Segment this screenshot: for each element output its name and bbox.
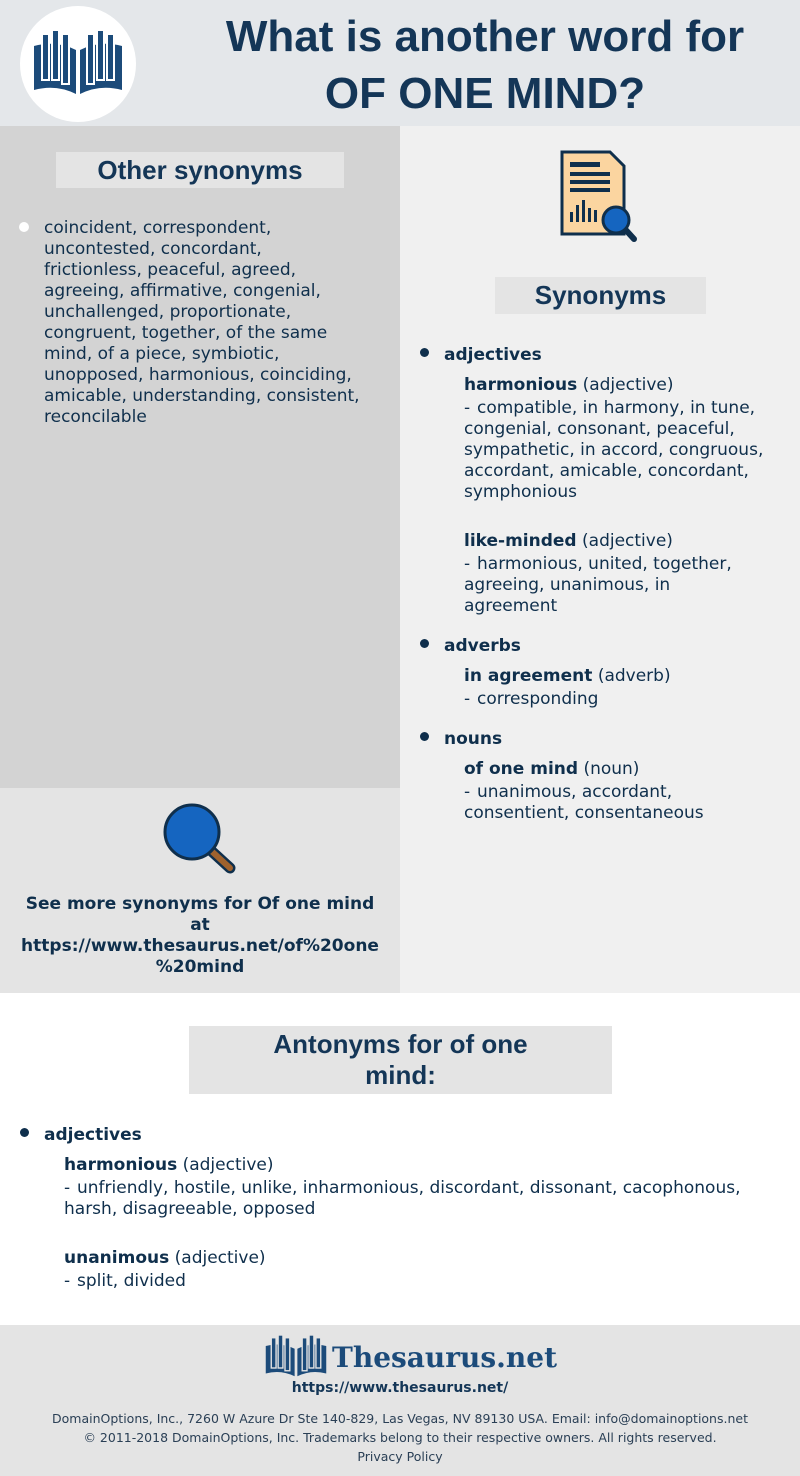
antonym-line: split, divided bbox=[77, 1271, 186, 1291]
antonym-entry bbox=[64, 1155, 274, 1176]
synonym-line: consentient, consentaneous bbox=[464, 803, 704, 823]
other-synonyms-line: mind, of a piece, symbiotic, bbox=[44, 344, 280, 364]
bullet-icon bbox=[20, 1128, 29, 1137]
entry-word[interactable]: harmonious bbox=[64, 1155, 178, 1175]
entry-type: (adjective) bbox=[182, 1155, 274, 1175]
synonym-line: compatible, in harmony, in tune, bbox=[477, 398, 756, 418]
footer-brand[interactable]: Thesaurus.net bbox=[332, 1341, 557, 1374]
synonym-line: corresponding bbox=[477, 689, 599, 709]
entry-type: (adjective) bbox=[582, 531, 673, 551]
site-logo[interactable] bbox=[20, 6, 136, 122]
see-more-line: See more synonyms for Of one mind bbox=[25, 894, 375, 914]
page-title bbox=[180, 8, 790, 122]
antonym-line: unfriendly, hostile, unlike, inharmonious, discordant, dissonant, cacophonous, bbox=[77, 1178, 741, 1198]
other-synonyms-line: frictionless, peaceful, agreed, bbox=[44, 260, 297, 280]
see-more-line: https://www.thesaurus.net/of%20one bbox=[21, 936, 379, 956]
entry-type: (adverb) bbox=[597, 666, 671, 686]
synonym-list: - unanimous, accordant, consentient, consentaneous bbox=[464, 782, 794, 824]
page-title-line2: OF ONE MIND? bbox=[324, 69, 646, 118]
other-synonyms-panel bbox=[0, 126, 400, 788]
see-more-line: at bbox=[190, 915, 210, 935]
antonym-list: - unfriendly, hostile, unlike, inharmonious, discordant, dissonant, cacophonous, harsh, disagreeable, opposed bbox=[64, 1178, 784, 1220]
entry-type: (adjective) bbox=[174, 1248, 266, 1268]
bullet-icon bbox=[19, 222, 29, 232]
page-header bbox=[0, 0, 800, 126]
page-footer bbox=[0, 1325, 800, 1476]
other-synonyms-line: uncontested, concordant, bbox=[44, 239, 262, 259]
privacy-policy-link[interactable]: Privacy Policy bbox=[357, 1449, 443, 1464]
book-logo-icon bbox=[264, 1335, 328, 1379]
entry-word[interactable]: of one mind bbox=[464, 759, 579, 779]
antonyms-heading bbox=[189, 1026, 612, 1094]
synonym-entry bbox=[464, 375, 674, 396]
synonym-line: sympathetic, in accord, congruous, bbox=[464, 440, 764, 460]
antonym-list: - split, divided bbox=[64, 1271, 186, 1291]
entry-word[interactable]: harmonious bbox=[464, 375, 578, 395]
synonym-line: agreeing, unanimous, in bbox=[464, 575, 671, 595]
entry-type: (noun) bbox=[583, 759, 640, 779]
bullet-icon bbox=[420, 732, 429, 741]
other-synonyms-line: unopposed, harmonious, coinciding, bbox=[44, 365, 352, 385]
synonym-list: - harmonious, united, together, agreeing, unanimous, in agreement bbox=[464, 554, 794, 617]
pos-label: adverbs bbox=[444, 636, 521, 656]
synonym-list: - corresponding bbox=[464, 689, 599, 709]
antonym-entry bbox=[64, 1248, 266, 1269]
other-synonyms-line: reconcilable bbox=[44, 407, 147, 427]
magnifier-icon bbox=[162, 802, 238, 874]
pos-label: adjectives bbox=[44, 1125, 142, 1145]
other-synonyms-line: agreeing, affirmative, congenial, bbox=[44, 281, 321, 301]
footer-address: DomainOptions, Inc., 7260 W Azure Dr Ste 140-829, Las Vegas, NV 89130 USA. Email: info@domainoptions.net bbox=[52, 1411, 748, 1426]
synonyms-panel bbox=[400, 126, 800, 993]
synonyms-heading: Synonyms bbox=[495, 277, 706, 314]
pos-label: nouns bbox=[444, 729, 503, 749]
pos-label: adjectives bbox=[444, 345, 542, 365]
bullet-icon bbox=[420, 348, 429, 357]
other-synonyms-line: amicable, understanding, consistent, bbox=[44, 386, 360, 406]
other-synonyms-line: congruent, together, of the same bbox=[44, 323, 328, 343]
other-synonyms-line: coincident, correspondent, bbox=[44, 218, 272, 238]
bullet-icon bbox=[420, 639, 429, 648]
synonym-line: accordant, amicable, concordant, bbox=[464, 461, 749, 481]
see-more-link[interactable] bbox=[18, 894, 382, 978]
synonym-line: unanimous, accordant, bbox=[477, 782, 673, 802]
other-synonyms-line: unchallenged, proportionate, bbox=[44, 302, 292, 322]
entry-word[interactable]: unanimous bbox=[64, 1248, 170, 1268]
footer-copyright: © 2011-2018 DomainOptions, Inc. Trademarks belong to their respective owners. All rights reserved. bbox=[83, 1430, 717, 1445]
book-logo-icon bbox=[32, 28, 124, 100]
antonym-line: harsh, disagreeable, opposed bbox=[64, 1199, 316, 1219]
other-synonyms-list bbox=[44, 218, 380, 428]
entry-type: (adjective) bbox=[582, 375, 674, 395]
synonym-list: - compatible, in harmony, in tune, congenial, consonant, peaceful, sympathetic, in accord, congruous, accordant, amicable, concordant, symphonious bbox=[464, 398, 794, 503]
entry-word[interactable]: in agreement bbox=[464, 666, 593, 686]
synonym-entry bbox=[464, 531, 673, 552]
document-search-icon bbox=[560, 150, 640, 244]
synonym-line: agreement bbox=[464, 596, 558, 616]
footer-url-link[interactable]: https://www.thesaurus.net/ bbox=[291, 1380, 509, 1396]
synonym-entry bbox=[464, 759, 639, 780]
antonyms-heading-line: mind: bbox=[365, 1060, 436, 1090]
see-more-line: %20mind bbox=[155, 957, 245, 977]
other-synonyms-heading: Other synonyms bbox=[56, 152, 344, 188]
see-more-panel bbox=[0, 788, 400, 993]
synonym-line: congenial, consonant, peaceful, bbox=[464, 419, 735, 439]
synonym-line: harmonious, united, together, bbox=[477, 554, 732, 574]
page-title-line1: What is another word for bbox=[225, 12, 745, 61]
synonym-entry bbox=[464, 666, 671, 687]
synonym-line: symphonious bbox=[464, 482, 577, 502]
entry-word[interactable]: like-minded bbox=[464, 531, 577, 551]
antonyms-heading-line: Antonyms for of one bbox=[273, 1029, 528, 1059]
